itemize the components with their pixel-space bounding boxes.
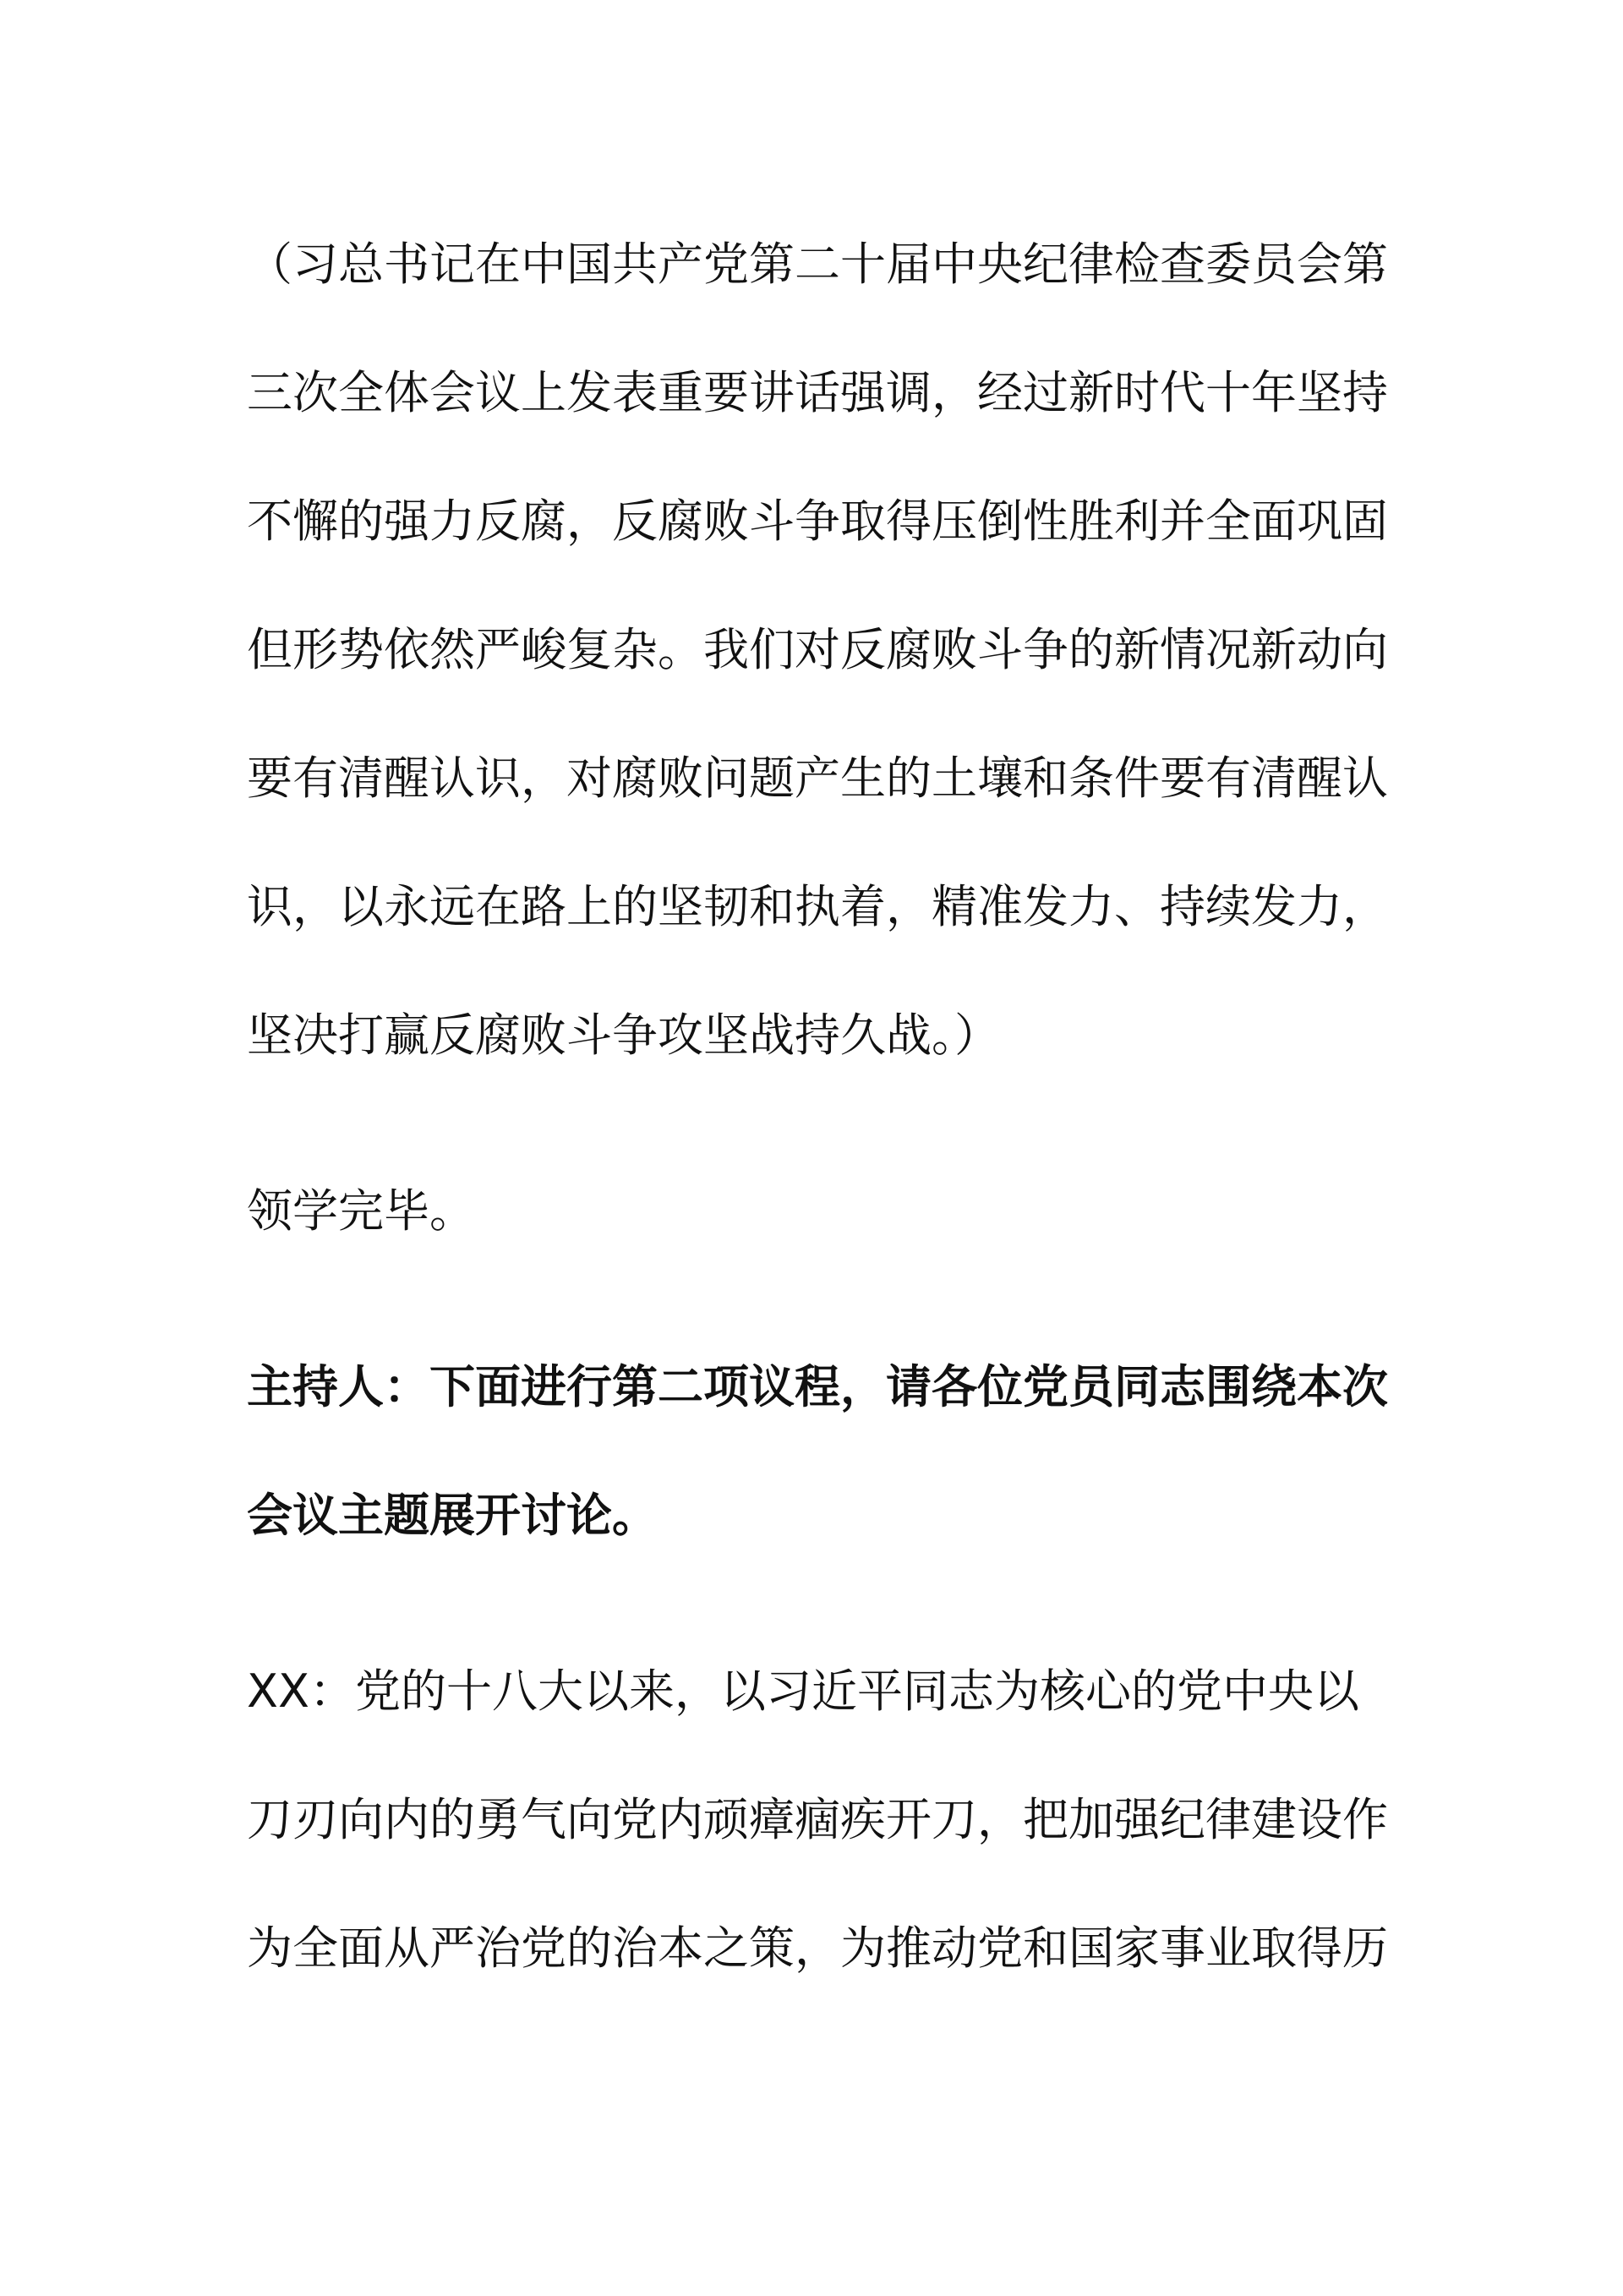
quote-line-6: 识，以永远在路上的坚韧和执着，精准发力、持续发力， bbox=[247, 880, 1388, 933]
speaker-line-1: XX：党的十八大以来，以习近平同志为核心的党中央以 bbox=[247, 1665, 1359, 1718]
speaker-line-2: 刀刃向内的勇气向党内顽瘴痼疾开刀，把加强纪律建设作 bbox=[247, 1793, 1388, 1846]
quote-line-5: 要有清醒认识，对腐败问题产生的土壤和条件要有清醒认 bbox=[247, 752, 1388, 805]
host-line-1: 主持人：下面进行第二项议程，请各位党员同志围绕本次 bbox=[247, 1360, 1388, 1413]
quote-line-4: 但形势依然严峻复杂。我们对反腐败斗争的新情况新动向 bbox=[247, 623, 1388, 676]
quote-line-3: 不懈的强力反腐，反腐败斗争取得压倒性胜利并全面巩固 bbox=[247, 495, 1388, 548]
speaker-line-3: 为全面从严治党的治本之策，为推动党和国家事业取得历 bbox=[247, 1922, 1388, 1975]
quote-line-7: 坚决打赢反腐败斗争攻坚战持久战。） bbox=[247, 1009, 1000, 1062]
quote-line-2: 三次全体会议上发表重要讲话强调，经过新时代十年坚持 bbox=[247, 366, 1388, 419]
quote-line-1: （习总书记在中国共产党第二十届中央纪律检查委员会第 bbox=[247, 238, 1388, 291]
study-end-text: 领学完毕。 bbox=[247, 1184, 475, 1238]
host-line-2: 会议主题展开讨论。 bbox=[247, 1489, 658, 1542]
